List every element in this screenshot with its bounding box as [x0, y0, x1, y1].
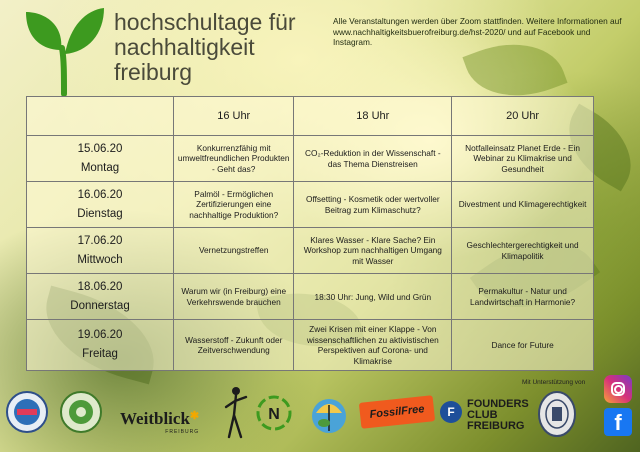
event-cell: Geschlechtergerechtigkeit und Klimapolitik: [452, 228, 594, 274]
event-cell: CO₂-Reduktion in der Wissenschaft - das Thema Dienstreisen: [294, 136, 452, 182]
svg-text:N: N: [268, 406, 280, 423]
scientists-for-future-logo-icon: [60, 391, 102, 433]
event-cell: Palmöl - Ermöglichen Zertifizierungen eine nachhaltige Produktion?: [174, 182, 294, 228]
event-cell: Dance for Future: [452, 320, 594, 371]
date-cell: [27, 320, 174, 371]
event-cell: Vernetzungstreffen: [174, 228, 294, 274]
column-header: 16 Uhr: [174, 97, 294, 136]
column-header: [27, 97, 174, 136]
founders-club-logo: [467, 399, 529, 432]
founders-line: FREIBURG: [467, 420, 525, 432]
date: 18.06.20: [77, 280, 123, 293]
founders-line: FOUNDERS: [467, 398, 529, 410]
event-cell: 18:30 Uhr: Jung, Wild und Grün: [294, 274, 452, 320]
date: 15.06.20: [77, 142, 123, 155]
event-cell: Zwei Krisen mit einer Klappe - Von wissenschaftlichen zu aktivistischen Perspektiven auf Corona- und Klimakrise: [294, 320, 452, 371]
date-cell: [27, 136, 174, 182]
weekday: Montag: [80, 161, 120, 174]
title-line: nachhaltigkeit: [114, 34, 255, 60]
date: 17.06.20: [77, 234, 123, 247]
weitblick-city: FREIBURG: [165, 429, 200, 435]
sprout-logo-icon: [24, 4, 106, 96]
weekday: Dienstag: [77, 207, 123, 220]
weitblick-name: Weitblick: [120, 409, 190, 428]
table-row: [27, 320, 594, 371]
event-cell: Permakultur - Natur und Landwirtschaft in Harmonie?: [452, 274, 594, 320]
table-row: [27, 182, 594, 228]
date-cell: [27, 228, 174, 274]
sponsor-strip: [0, 375, 640, 452]
weekday: Donnerstag: [70, 299, 130, 312]
event-cell: Notfalleinsatz Planet Erde - Ein Webinar zu Klimakrise und Gesundheit: [452, 136, 594, 182]
date: 19.06.20: [77, 329, 123, 342]
facebook-icon[interactable]: f: [604, 408, 632, 436]
table-row: [27, 136, 594, 182]
date-cell: [27, 274, 174, 320]
fossil-free-name: FossilFree: [369, 403, 425, 421]
table-header-row: [27, 97, 594, 136]
fossil-free-logo: [359, 395, 435, 429]
info-text: Alle Veranstaltungen werden über Zoom stattfinden. Weitere Informationen auf www.nachhaltigkeitsbuerofreiburg.de/hst-2020/ und auf Facebook und Instagram.: [333, 16, 622, 47]
event-cell: Konkurrenzfähig mit umweltfreundlichen Produkten - Geht das?: [174, 136, 294, 182]
umbrella-globe-logo-icon: [308, 393, 350, 435]
table-row: [27, 228, 594, 274]
title-line: hochschultage für: [114, 9, 296, 35]
event-cell: Wasserstoff - Zukunft oder Zeitverschwendung: [174, 320, 294, 371]
founders-club-f-icon: F: [440, 401, 462, 423]
column-header: 18 Uhr: [294, 97, 452, 136]
date: 16.06.20: [77, 188, 123, 201]
n-circle-logo-icon: [256, 395, 292, 431]
instagram-icon[interactable]: [604, 375, 632, 403]
founders-line: CLUB: [467, 409, 498, 421]
event-cell: Klares Wasser - Klare Sache? Ein Workshop zum nachhaltigen Umgang mit Wasser: [294, 228, 452, 274]
sun-icon: ✱: [189, 410, 200, 422]
dancer-figure-logo-icon: [224, 385, 248, 443]
weitblick-logo: [120, 409, 199, 435]
weekday: Mittwoch: [77, 253, 123, 266]
schedule-table: [26, 96, 594, 371]
table-row: [27, 274, 594, 320]
event-cell: Divestment und Klimagerechtigkeit: [452, 182, 594, 228]
event-cell: Offsetting - Kosmetik oder wertvoller Beitrag zum Klimaschutz?: [294, 182, 452, 228]
weekday: Freitag: [82, 348, 118, 361]
title-line: freiburg: [114, 59, 192, 85]
event-cell: Warum wir (in Freiburg) eine Verkehrswende brauchen: [174, 274, 294, 320]
date-cell: [27, 182, 174, 228]
students-for-future-logo-icon: [6, 391, 48, 433]
event-title: [114, 10, 296, 85]
column-header: 20 Uhr: [452, 97, 594, 136]
support-label: Mit Unterstützung von: [522, 379, 586, 386]
university-seal-logo-icon: [538, 391, 576, 437]
